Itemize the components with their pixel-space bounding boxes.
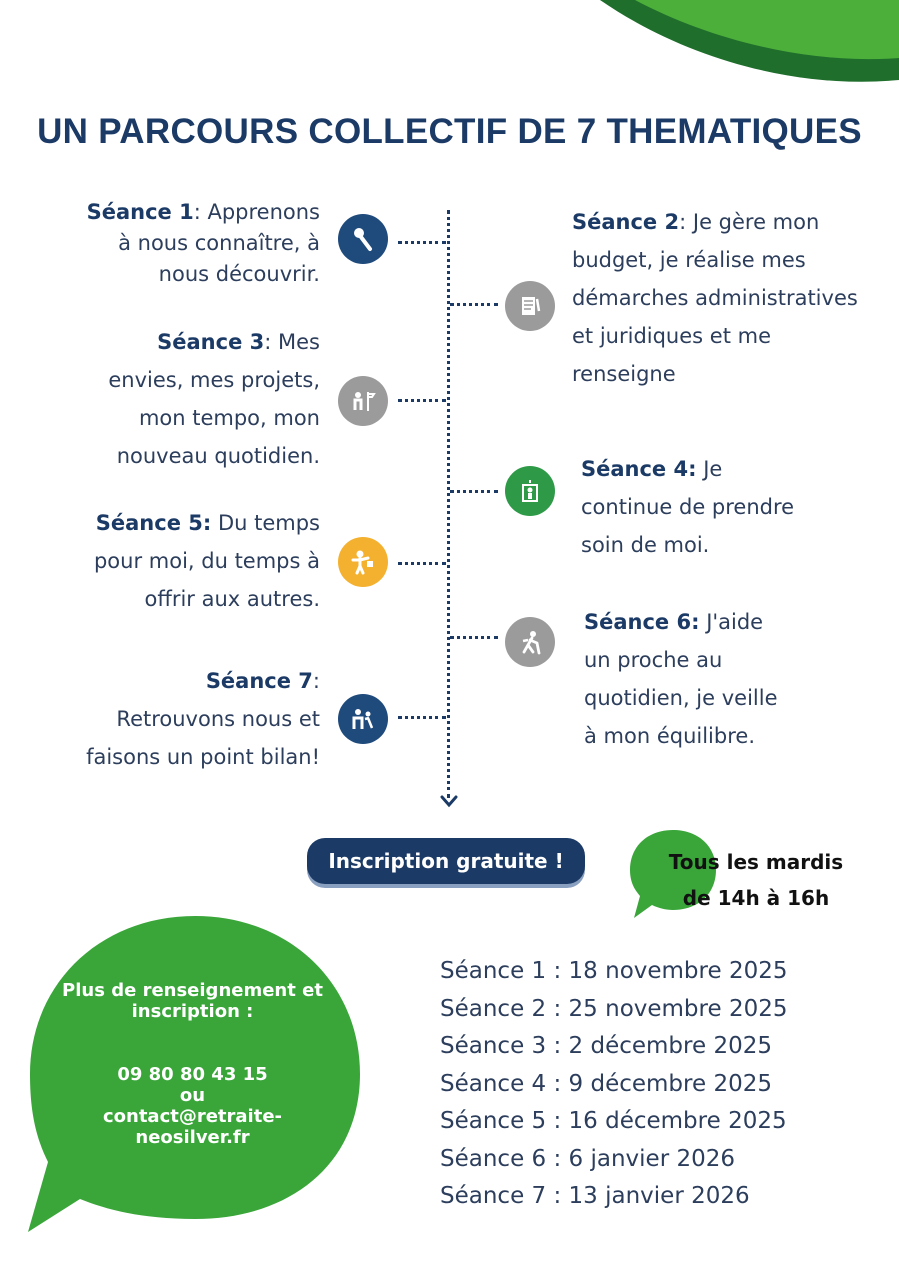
date-item: Séance 3 : 2 décembre 2025 [440,1033,772,1059]
helping-walk-icon [505,617,555,667]
session-label: Séance 6: [584,610,700,634]
session-6-text: Séance 6: J'aide un proche au quotidien, je veille à mon équilibre. [584,610,778,748]
email-line-2: neosilver.fr [135,1127,250,1148]
chevron-down-icon [439,794,459,810]
session-5-text: Séance 5: Du temps pour moi, du temps à offrir aux autres. [93,511,320,611]
schedule-bubble-text: Tous les mardis de 14h à 16h [668,850,844,910]
date-item: Séance 2 : 25 novembre 2025 [440,995,788,1022]
session-4-text: Séance 4: Je continue de prendre soin de moi. [581,457,795,557]
info-bubble-text: Plus de renseignement et inscription : 09 80 80 43 15 ou contact@retraite- neosilver.fr [62,980,323,1148]
connector [398,399,446,402]
wellness-icon [505,466,555,516]
session-label: Séance 4: [581,457,697,481]
email-line-1: contact@retraite- [102,1106,283,1127]
session-1-text: Séance 1: Apprenons à nous connaître, à nous découvrir. [86,200,320,286]
date-item: Séance 4 : 9 décembre 2025 [440,1070,772,1097]
date-item: Séance 6 : 6 janvier 2026 [440,1145,735,1172]
microphone-icon [338,214,388,264]
connector [450,303,498,306]
connector [398,562,446,565]
connector [450,636,498,639]
session-2-text: Séance 2: Je gère mon budget, je réalise mes démarches administratives et juridiques et me renseigne [572,210,858,386]
connector [398,241,446,244]
session-label: Séance 2 [572,210,680,234]
phone-number: 09 80 80 43 15 [117,1064,268,1085]
signpost-icon [338,376,388,426]
session-label: Séance 3 [157,330,265,354]
group-icon [338,694,388,744]
document-icon [505,281,555,331]
date-item: Séance 1 : 18 novembre 2025 [440,958,788,984]
session-label: Séance 5: [95,511,212,535]
registration-pill: Inscription gratuite ! [307,838,585,884]
session-label: Séance 7 [205,669,313,693]
session-label: Séance 1 [86,200,194,224]
page-title: UN PARCOURS COLLECTIF DE 7 THEMATIQUES [37,112,862,151]
session-7-text: Séance 7: Retrouvons nous et faisons un point bilan! [86,669,320,769]
connector [450,490,498,493]
connector [398,716,446,719]
session-3-text: Séance 3: Mes envies, mes projets, mon tempo, mon nouveau quotidien. [108,330,320,468]
decorative-wave [560,0,899,95]
dates-list [440,953,880,1216]
date-item: Séance 5 : 16 décembre 2025 [440,1108,787,1134]
date-item: Séance 7 : 13 janvier 2026 [440,1183,750,1209]
timeline-line [447,210,450,798]
person-giving-icon [338,537,388,587]
